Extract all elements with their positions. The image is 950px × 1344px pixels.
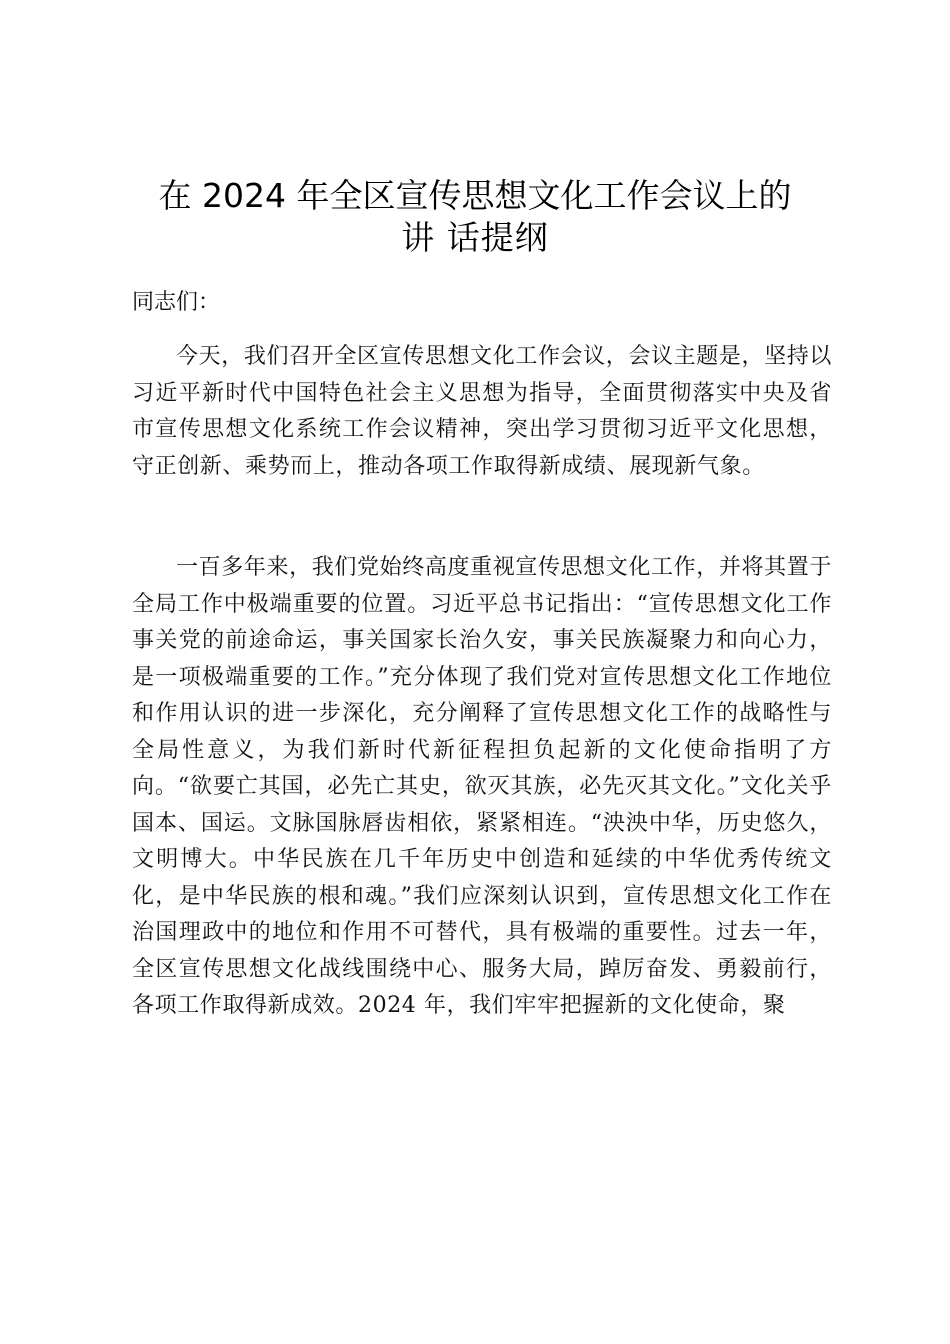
document-title-line-1: 在 2024 年全区宣传思想文化工作会议上的 bbox=[158, 176, 792, 215]
paragraph-2: 一百多年来，我们党始终高度重视宣传思想文化工作，并将其置于全局工作中极端重要的位置。习近平总书记指出：“宣传思想文化工作事关党的前途命运，事关国家长治久安，事关民族凝聚力和向心力，是一项极端重要的工作。”充分体现了我们党对宣传思想文化工作地位和作用认识的进一步深化，充分阐释了宣传思想文化工作的战略性与全局性意义，为我们新时代新征程担负起新的文化使命指明了方向。“欲要亡其国，必先亡其史，欲灭其族，必先灭其文化。”文化关乎国本、国运。文脉国脉唇齿相依，紧紧相连。“泱泱中华，历史悠久，文明博大。中华民族在几千年历史中创造和延续的中华优秀传统文化，是中华民族的根和魂。”我们应深刻认识到，宣传思想文化工作在治国理政中的地位和作用不可替代，具有极端的重要性。过去一年，全区宣传思想文化战线围绕中心、服务大局，踔厉奋发、勇毅前行，各项工作取得新成效。2024 年，我们牢牢把握新的文化使命，聚 bbox=[132, 555, 832, 1018]
paragraph-1: 今天，我们召开全区宣传思想文化工作会议，会议主题是，坚持以习近平新时代中国特色社会主义思想为指导，全面贯彻落实中央及省市宣传思想文化系统工作会议精神，突出学习贯彻习近平文化思想，守正创新、乘势而上，推动各项工作取得新成绩、展现新气象。 bbox=[132, 344, 832, 479]
salutation: 同志们： bbox=[132, 290, 221, 315]
document-title-line-2: 讲 话提纲 bbox=[401, 218, 549, 257]
